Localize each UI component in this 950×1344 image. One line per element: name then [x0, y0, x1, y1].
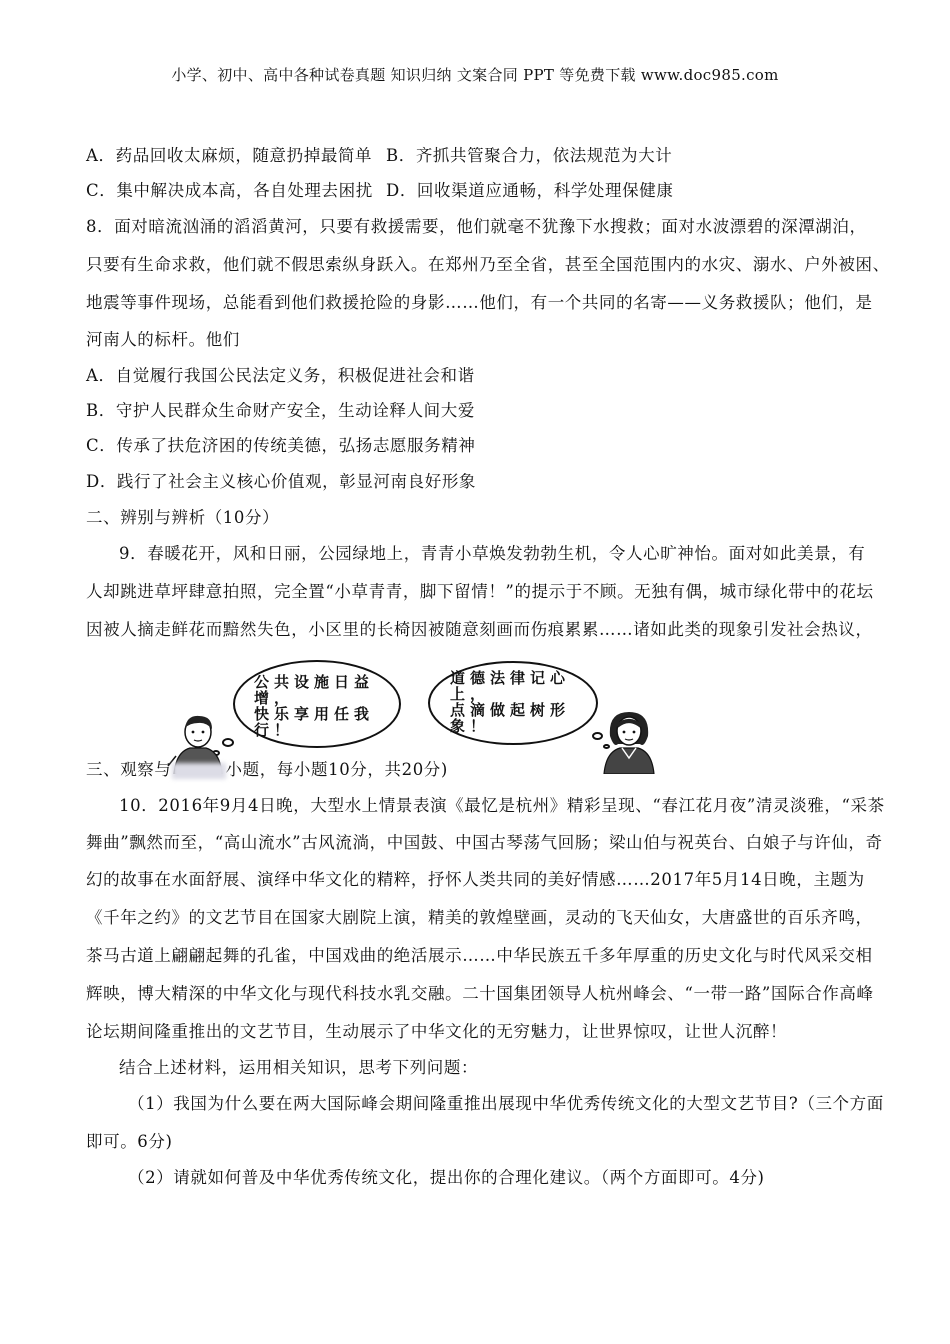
q8-option-a: A．自觉履行我国公民法定义务，积极促进社会和谐	[86, 366, 475, 385]
q7-option-a: A．药品回收太麻烦，随意扔掉最简单	[86, 146, 373, 165]
q10-stem-line: 《千年之约》的文艺节目在国家大剧院上演，精美的敦煌壁画，灵动的飞天仙女，大唐盛世的百乐齐鸣，	[86, 908, 873, 927]
q10-prompt: 结合上述材料，运用相关知识，思考下列问题：	[119, 1058, 479, 1077]
q9-stem-line: 9．春暖花开，风和日丽，公园绿地上，青青小草焕发勃勃生机，令人心旷神怡。面对如此美景，有	[119, 544, 866, 563]
q8-stem-line: 地震等事件现场，总能看到他们救援抢险的身影……他们，有一个共同的名寄——义务救援队；他们，是	[86, 293, 873, 312]
q8-option-b: B．守护人民群众生命财产安全，生动诠释人间大爱	[86, 401, 475, 420]
q10-sub-question-1-cont: 即可。6分)	[86, 1132, 173, 1151]
q10-stem-line: 茶马古道上翩翩起舞的孔雀，中国戏曲的绝活展示……中华民族五千多年厚重的历史文化与时代风采交相	[86, 946, 873, 965]
q8-option-c: C．传承了扶危济困的传统美德，弘扬志愿服务精神	[86, 436, 476, 455]
q7-option-b: B．齐抓共管聚合力，依法规范为大计	[386, 146, 673, 165]
q10-stem-line: 10．2016年9月4日晚，大型水上情景表演《最忆是杭州》精彩呈现、“春江花月夜”清灵淡雅，“采茶	[119, 796, 885, 815]
q8-stem-line: 8．面对暗流汹涌的滔滔黄河，只要有救援需要，他们就毫不犹豫下水搜救；面对水波漂碧的深潭湖泊，	[86, 217, 867, 236]
q10-stem-line: 辉映，博大精深的中华文化与现代科技水乳交融。二十国集团领导人杭州峰会、“一带一路”国际合作高峰	[86, 984, 874, 1003]
q7-option-c: C．集中解决成本高，各自处理去困扰	[86, 181, 373, 200]
q10-stem-line: 舞曲”飘然而至，“高山流水”古风流淌，中国鼓、中国古琴荡气回肠；梁山伯与祝英台、白娘子与许仙，奇	[86, 833, 883, 852]
q8-option-d: D．践行了社会主义核心价值观，彰显河南良好形象	[86, 472, 477, 491]
q10-stem-line: 幻的故事在水面舒展、演绎中华文化的精粹，抒怀人类共同的美好情感……2017年5月14日晚，主题为	[86, 870, 865, 889]
obscured-text	[172, 763, 226, 779]
q10-sub-question-1: （1）我国为什么要在两大国际峰会期间隆重推出展现中华优秀传统文化的大型文艺节目?（三个方面	[128, 1094, 884, 1113]
q8-stem-line: 河南人的标杆。他们	[86, 330, 240, 349]
q10-stem-line: 论坛期间隆重推出的文艺节目，生动展示了中华文化的无穷魅力，让世界惊叹，让世人沉醉！	[86, 1022, 788, 1041]
q9-stem-line: 人却跳进草坪肆意拍照，完全置“小草青青，脚下留情！”的提示于不顾。无独有偶，城市绿化带中的花坛	[86, 582, 874, 601]
section-2-title: 二、辨别与辨析（10分）	[86, 508, 280, 527]
speech-bubble-right-text: 道德法律记心 上， 点滴做起树形 象！	[450, 669, 571, 735]
q10-sub-question-2: （2）请就如何普及中华优秀传统文化，提出你的合理化建议。（两个方面即可。4分)	[128, 1168, 765, 1187]
site-header: 小学、初中、高中各种试卷真题 知识归纳 文案合同 PPT 等免费下载 www.doc985.com	[171, 66, 779, 84]
q9-stem-line: 因被人摘走鲜花而黯然失色，小区里的长椅因被随意刻画而伤痕累累……诸如此类的现象引发社会热议，	[86, 620, 873, 639]
section-3-title: 三、观察与 小题，每小题10分，共20分)	[86, 760, 448, 779]
q8-stem-line: 只要有生命求救，他们就不假思索纵身跃入。在郑州乃至全省，甚至全国范围内的水灾、溺水、户外被困、	[86, 255, 890, 274]
q7-option-d: D．回收渠道应通畅，科学处理保健康	[386, 181, 674, 200]
speech-bubble-left-text: 公共设施日益 增， 快乐享用任我 行！	[254, 673, 375, 739]
